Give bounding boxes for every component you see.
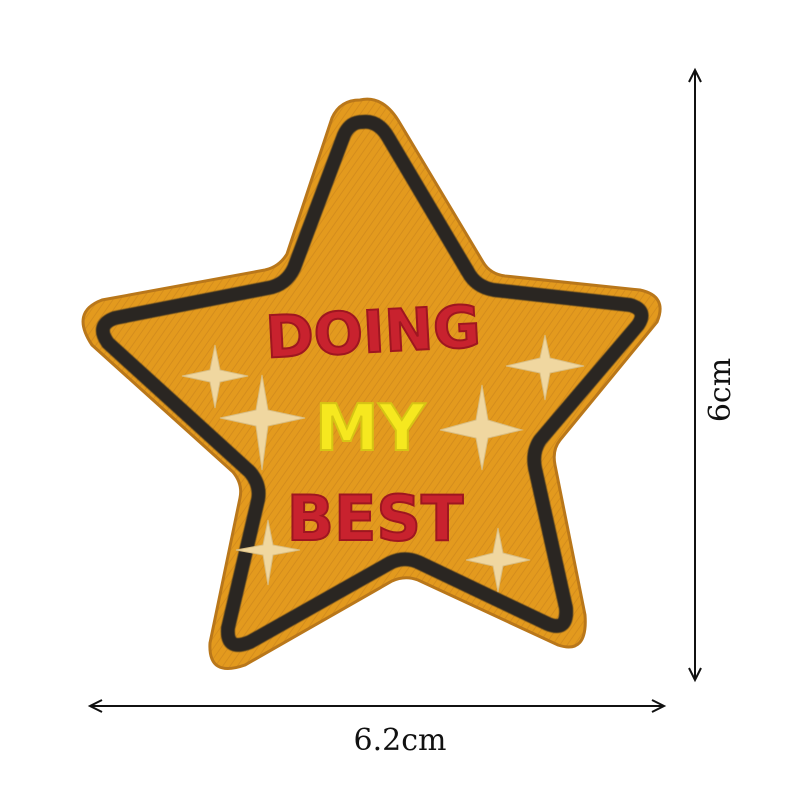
- height-label: 6cm: [703, 357, 738, 423]
- width-dimension: [90, 700, 664, 712]
- star-patch-edge: [83, 99, 660, 668]
- patch-text-line2: MY: [314, 392, 426, 466]
- height-dimension: [689, 70, 701, 680]
- width-label: 6.2cm: [353, 723, 447, 758]
- patch-text-line1: DOING: [263, 292, 483, 372]
- star-patch: [83, 99, 660, 668]
- patch-text-line3: BEST: [286, 482, 464, 555]
